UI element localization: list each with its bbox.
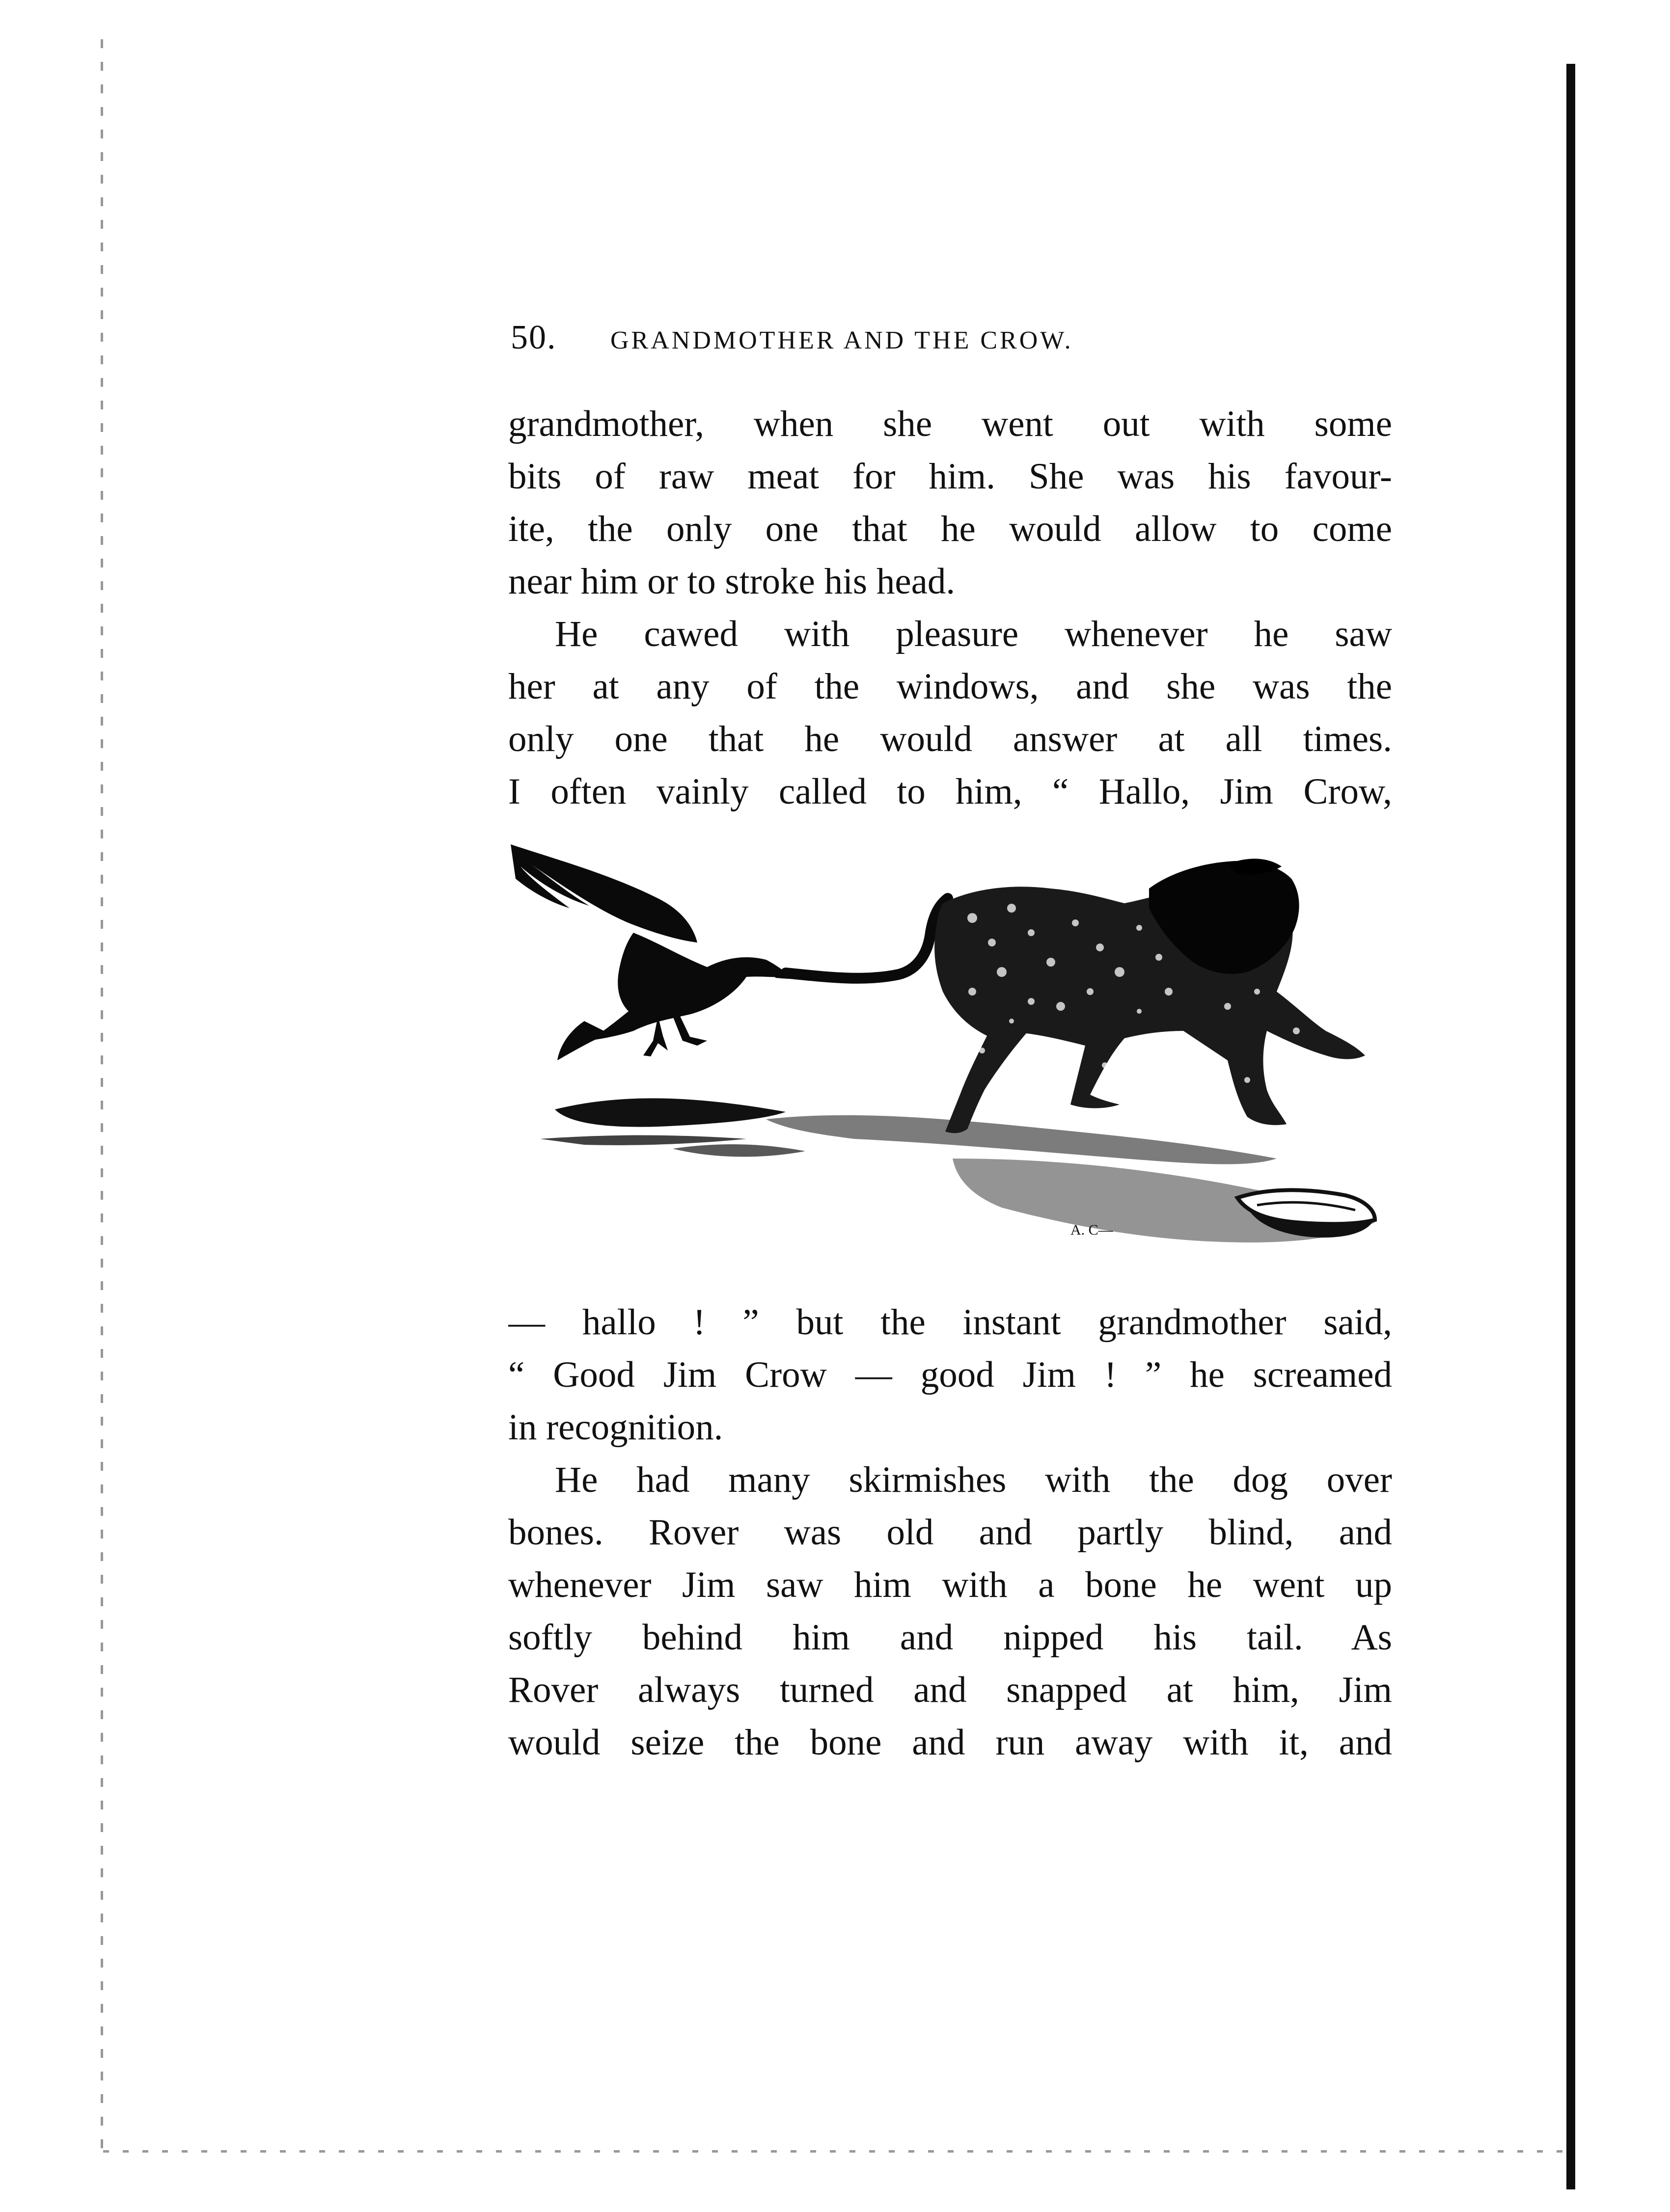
- text-line: bits of raw meat for him. She was his favour-: [508, 456, 1392, 497]
- text-line: He had many skirmishes with the dog over: [555, 1459, 1392, 1500]
- text-line: her at any of the windows, and she was the: [508, 666, 1392, 707]
- text-block-bottom: [508, 1296, 1392, 1769]
- text-line: — hallo ! ” but the instant grandmother said,: [508, 1302, 1392, 1343]
- text-line: Rover always turned and snapped at him, Jim: [508, 1670, 1392, 1710]
- text-line: grandmother, when she went out with some: [508, 404, 1392, 444]
- crow-and-dog-icon: [511, 844, 1395, 1276]
- dog-tail: [786, 898, 948, 978]
- text-line: would seize the bone and run away with it, and: [508, 1722, 1392, 1763]
- page-number: 50.: [511, 319, 557, 356]
- running-head: [511, 318, 1395, 357]
- running-head-title: GRANDMOTHER AND THE CROW.: [610, 326, 1073, 354]
- illustration-signature: A. C—: [1070, 1222, 1113, 1238]
- text-line: I often vainly called to him, “ Hallo, Jim Crow,: [508, 771, 1392, 812]
- dog-figure: [934, 859, 1365, 1133]
- text-block-top: [508, 398, 1392, 818]
- crow-figure: [511, 844, 825, 1060]
- scan-edge-right: [1566, 64, 1575, 2189]
- text-line: whenever Jim saw him with a bone he went up: [508, 1565, 1392, 1605]
- text-line: only one that he would answer at all times.: [508, 719, 1392, 759]
- text-line: near him or to stroke his head.: [508, 561, 956, 602]
- text-line: ite, the only one that he would allow to come: [508, 509, 1392, 549]
- crow-and-dog-illustration: [511, 844, 1395, 1276]
- scan-edge-left: [101, 39, 103, 2150]
- text-line: “ Good Jim Crow — good Jim ! ” he screamed: [508, 1354, 1392, 1395]
- text-line: softly behind him and nipped his tail. As: [508, 1617, 1392, 1658]
- text-line: in recognition.: [508, 1407, 723, 1448]
- text-line: bones. Rover was old and partly blind, and: [508, 1512, 1392, 1553]
- scan-edge-bottom: [103, 2150, 1566, 2153]
- text-line: He cawed with pleasure whenever he saw: [555, 614, 1392, 654]
